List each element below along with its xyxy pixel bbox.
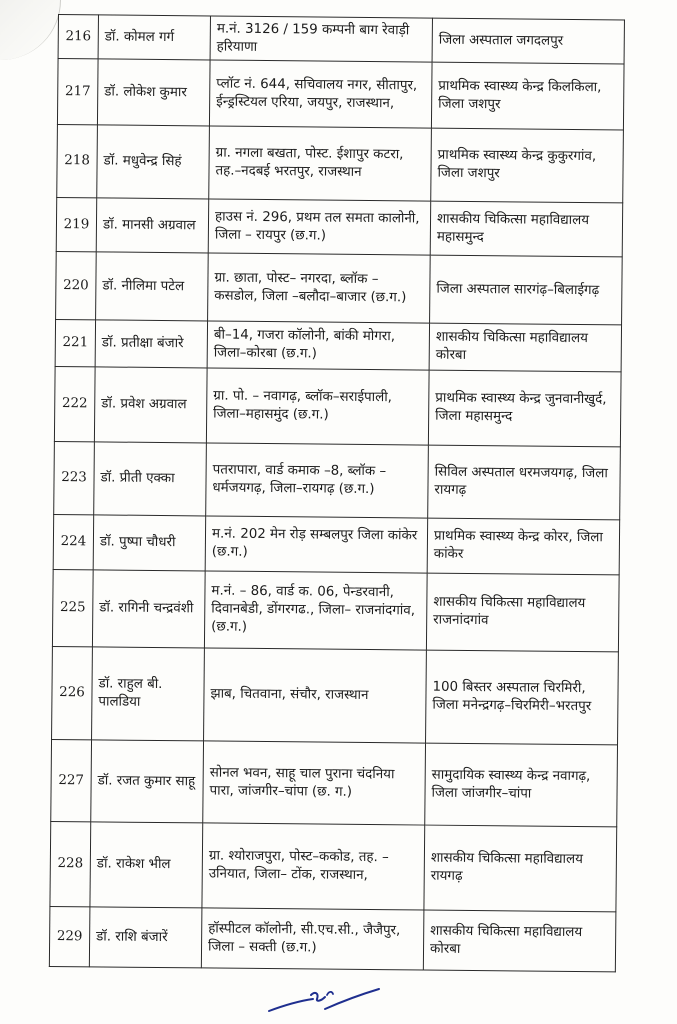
posting-location: 100 बिस्तर अस्पताल चिरमिरी, जिला मनेन्द्रगढ़–चिरमिरी–भरतपुर: [426, 650, 619, 745]
doctor-name: डॉ. रागिनी चन्द्रवंशी: [92, 570, 205, 648]
posting-location: सामुदायिक स्वास्थ्य केन्द्र नवागढ़, जिला जांजगीर–चांपा: [425, 743, 618, 827]
address: म.नं. 202 मेन रोड़ सम्बलपुर जिला कांकेर (छ.ग.): [205, 516, 428, 573]
serial-number: 220: [56, 251, 97, 319]
address: हॉस्पीटल कॉलोनी, सी.एच.सी., जैजैपुर, जिला – सक्ती (छ.ग.): [201, 908, 424, 970]
posting-location: प्राथमिक स्वास्थ्य केन्द्र जुनवानीखुर्द, जिला महासमुन्द: [428, 370, 621, 447]
address: ग्रा. नगला बखता, पोस्ट. ईशापुर कटरा, तह.–नदबई भरतपुर, राजस्थान: [209, 126, 432, 201]
table-row: [57, 124, 624, 202]
serial-number: 227: [51, 739, 92, 821]
doctor-name: डॉ. प्रतीक्षा बंजारे: [95, 320, 207, 368]
address: म.नं. – 86, वार्ड क. 06, पेन्डरवानी, दिवानबेडी, डोंगरगढ., जिला– राजनांदगांव, (छ.ग.): [204, 571, 427, 650]
posting-location: जिला अस्पताल जगदलपुर: [432, 18, 624, 64]
folded-page-corner: [0, 0, 61, 60]
document-sheet: [49, 14, 624, 972]
posting-location: जिला अस्पताल सारगंढ़–बिलाईगढ़: [430, 255, 623, 325]
address: झाब, चितवाना, संचौर, राजस्थान: [204, 648, 427, 743]
doctor-name: डॉ. राशि बंजारें: [89, 907, 202, 968]
doctor-name: डॉ. पुष्पा चौधरी: [93, 515, 206, 571]
serial-number: 217: [57, 59, 98, 125]
address: म.नं. 3126 / 159 कम्पनी बाग रेवाड़ी हरियाणा: [210, 16, 432, 62]
serial-number: 226: [52, 646, 93, 739]
doctor-name: डॉ. प्रवेश अग्रवाल: [94, 367, 207, 443]
serial-number: 225: [52, 569, 93, 646]
doctor-name: डॉ. रजत कुमार साहू: [91, 740, 204, 823]
address: ग्रा. पो. – नवागढ़, ब्लॉक–सराईपाली, जिला–महासमुंद (छ.ग.): [206, 368, 429, 445]
posting-location: शासकीय चिकित्सा महाविद्यालय राजनांदगांव: [426, 573, 619, 652]
address: पतरापारा, वार्ड कमाक –8, ब्लॉक –धर्मजयगढ़, जिला–रायगढ़ (छ.ग.): [206, 443, 429, 518]
serial-number: 222: [54, 366, 95, 441]
posting-location: शासकीय चिकित्सा महाविद्यालय रायगढ़: [424, 825, 617, 912]
posting-location: प्राथमिक स्वास्थ्य केन्द्र किलकिला, जिला जशपुर: [431, 62, 624, 130]
address: बी–14, गजरा कॉलोनी, बांकी मोगरा, जिला–कोरबा (छ.ग.): [207, 321, 429, 370]
doctor-name: डॉ. प्रीती एक्का: [94, 442, 207, 516]
serial-number: 228: [50, 821, 91, 906]
doctor-name: डॉ. कोमल गर्ग: [98, 15, 210, 60]
table-row: [56, 197, 622, 256]
posting-table-body: [49, 15, 624, 972]
posting-location: प्राथमिक स्वास्थ्य केन्द्र कुकुरगांव, जिला जशपुर: [431, 128, 624, 203]
posting-location: शासकीय चिकित्सा महाविद्यालय कोरबा: [429, 323, 621, 372]
address: हाउस नं. 296, प्रथम तल समता कालोनी, जिला – रायपुर (छ.ग.): [208, 199, 431, 255]
address: ग्रा. श्योराजपुरा, पोस्ट–ककोड, तह. –उनियात, जिला– टोंक, राजस्थान,: [202, 823, 425, 910]
table-row: [52, 569, 619, 651]
table-row: [53, 514, 620, 574]
serial-number: 218: [57, 124, 98, 197]
table-row: [56, 251, 623, 324]
serial-number: 223: [54, 441, 95, 514]
serial-number: 221: [55, 319, 95, 366]
serial-number: 224: [53, 514, 94, 569]
address: सोनल भवन, साहू चाल पुराना चंदनिया पारा, जांजगीर–चांपा (छ. ग.): [203, 741, 426, 825]
serial-number: 219: [56, 197, 97, 251]
table-row: [54, 366, 621, 446]
doctor-name: डॉ. लोकेश कुमार: [97, 59, 210, 126]
address: ग्रा. छाता, पोस्ट– नगरदा, ब्लॉक – कसडोल, जिला –बलौदा–बाजार (छ.ग.): [208, 253, 431, 323]
table-row: [54, 441, 621, 519]
doctor-name: डॉ. राकेश भील: [90, 822, 203, 908]
serial-number: 216: [58, 15, 98, 59]
doctor-name: डॉ. मधुवेन्द्र सिहं: [97, 125, 210, 199]
table-row: [49, 906, 616, 971]
table-row: [50, 821, 617, 911]
posting-location: सिविल अस्पताल धरमजयगढ़, जिला रायगढ़: [428, 445, 621, 520]
table-row: [51, 739, 618, 826]
doctor-name: डॉ. राहुल बी. पालडिया: [92, 647, 205, 741]
doctor-name: डॉ. नीलिमा पटेल: [96, 252, 209, 321]
doctor-name: डॉ. मानसी अग्रवाल: [96, 198, 209, 253]
posting-location: शासकीय चिकित्सा महाविद्यालय महासमुन्द: [430, 201, 623, 257]
table-row: [55, 319, 621, 371]
table-row: [57, 59, 624, 130]
address: प्लॉट नं. 644, सचिवालय नगर, सीतापुर, ईन्ड्रस्टियल एरिया, जयपुर, राजस्थान,: [209, 60, 432, 128]
posting-location: प्राथमिक स्वास्थ्य केन्द्र कोरर, जिला कांकेर: [427, 518, 620, 575]
posting-table: [49, 14, 625, 972]
table-row: [52, 646, 619, 744]
table-row: [58, 15, 624, 64]
serial-number: 229: [49, 906, 90, 966]
handwritten-signature-icon: [265, 985, 385, 1015]
posting-location: शासकीय चिकित्सा महाविद्यालय कोरबा: [423, 910, 616, 972]
